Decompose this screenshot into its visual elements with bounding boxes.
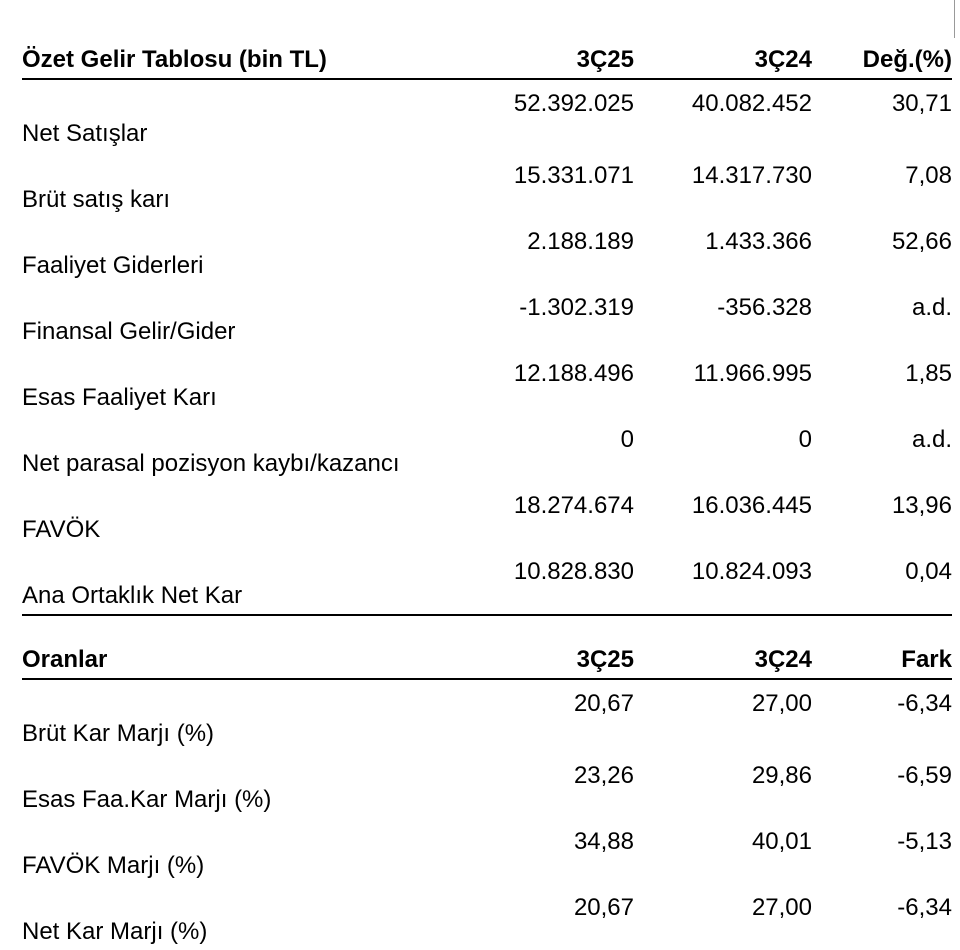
income-header-3c25: 3Ç25: [492, 30, 634, 79]
cell-3c24: 11.966.995: [693, 360, 812, 387]
cell-change: 1,85: [905, 360, 952, 387]
table-row: [22, 152, 952, 218]
cell-3c24: 29,86: [751, 762, 812, 789]
row-label: Faaliyet Giderleri: [22, 252, 204, 279]
row-label: Ana Ortaklık Net Kar: [22, 582, 243, 609]
income-header-label: Özet Gelir Tablosu (bin TL): [22, 30, 492, 79]
income-header-row: [22, 30, 952, 79]
table-row: [22, 548, 952, 615]
table-row: [22, 218, 952, 284]
row-label: Esas Faa.Kar Marjı (%): [22, 786, 272, 813]
cell-3c24: 0: [798, 426, 812, 453]
ratios-header-label: Oranlar: [22, 615, 492, 679]
table-row: [22, 350, 952, 416]
cell-3c24: 40,01: [751, 828, 812, 855]
table-row: [22, 884, 952, 950]
cell-3c24: 40.082.452: [691, 90, 812, 117]
cell-3c25: 52.392.025: [513, 90, 634, 117]
cell-change: a.d.: [911, 294, 952, 321]
ratios-header-3c25: 3Ç25: [492, 615, 634, 679]
cell-difference: -6,59: [897, 762, 952, 789]
cell-change: 13,96: [891, 492, 952, 519]
cell-3c25: 34,88: [573, 828, 634, 855]
cell-3c25: 23,26: [573, 762, 634, 789]
ratios-header-row: [22, 615, 952, 679]
frame-border-line: [954, 0, 955, 38]
table-row: [22, 416, 952, 482]
row-label: Esas Faaliyet Karı: [22, 384, 217, 411]
row-label: FAVÖK Marjı (%): [22, 852, 205, 879]
cell-difference: -5,13: [897, 828, 952, 855]
cell-3c24: 10.824.093: [691, 558, 812, 585]
row-label: Net parasal pozisyon kaybı/kazancı: [22, 450, 400, 477]
income-header-3c24: 3Ç24: [634, 30, 812, 79]
cell-3c24: 16.036.445: [691, 492, 812, 519]
table-row: [22, 482, 952, 548]
table-row: [22, 679, 952, 752]
cell-3c25: 18.274.674: [513, 492, 634, 519]
cell-change: 30,71: [891, 90, 952, 117]
table-row: [22, 752, 952, 818]
cell-3c25: 10.828.830: [513, 558, 634, 585]
cell-change: a.d.: [911, 426, 952, 453]
table-row: [22, 79, 952, 152]
cell-3c25: 20,67: [573, 690, 634, 717]
cell-3c24: 1.433.366: [705, 228, 812, 255]
cell-3c25: 15.331.071: [513, 162, 634, 189]
row-label: Brüt satış karı: [22, 186, 171, 213]
cell-3c25: 2.188.189: [527, 228, 634, 255]
row-label: Brüt Kar Marjı (%): [22, 720, 215, 747]
cell-3c25: 20,67: [573, 894, 634, 921]
financial-summary-table: [22, 30, 952, 950]
cell-3c25: 0: [620, 426, 634, 453]
income-header-change: Değ.(%): [812, 30, 952, 79]
cell-3c24: 27,00: [751, 690, 812, 717]
ratios-header-difference: Fark: [812, 615, 952, 679]
cell-difference: -6,34: [897, 894, 952, 921]
table-row: [22, 284, 952, 350]
cell-change: 52,66: [891, 228, 952, 255]
row-label: Net Kar Marjı (%): [22, 918, 208, 945]
cell-change: 0,04: [905, 558, 952, 585]
cell-3c24: -356.328: [717, 294, 812, 321]
cell-3c25: -1.302.319: [519, 294, 634, 321]
cell-3c25: 12.188.496: [513, 360, 634, 387]
row-label: Net Satışlar: [22, 120, 148, 147]
row-label: Finansal Gelir/Gider: [22, 318, 236, 345]
cell-difference: -6,34: [897, 690, 952, 717]
cell-3c24: 14.317.730: [691, 162, 812, 189]
cell-3c24: 27,00: [751, 894, 812, 921]
table-row: [22, 818, 952, 884]
ratios-header-3c24: 3Ç24: [634, 615, 812, 679]
row-label: FAVÖK: [22, 516, 101, 543]
cell-change: 7,08: [905, 162, 952, 189]
